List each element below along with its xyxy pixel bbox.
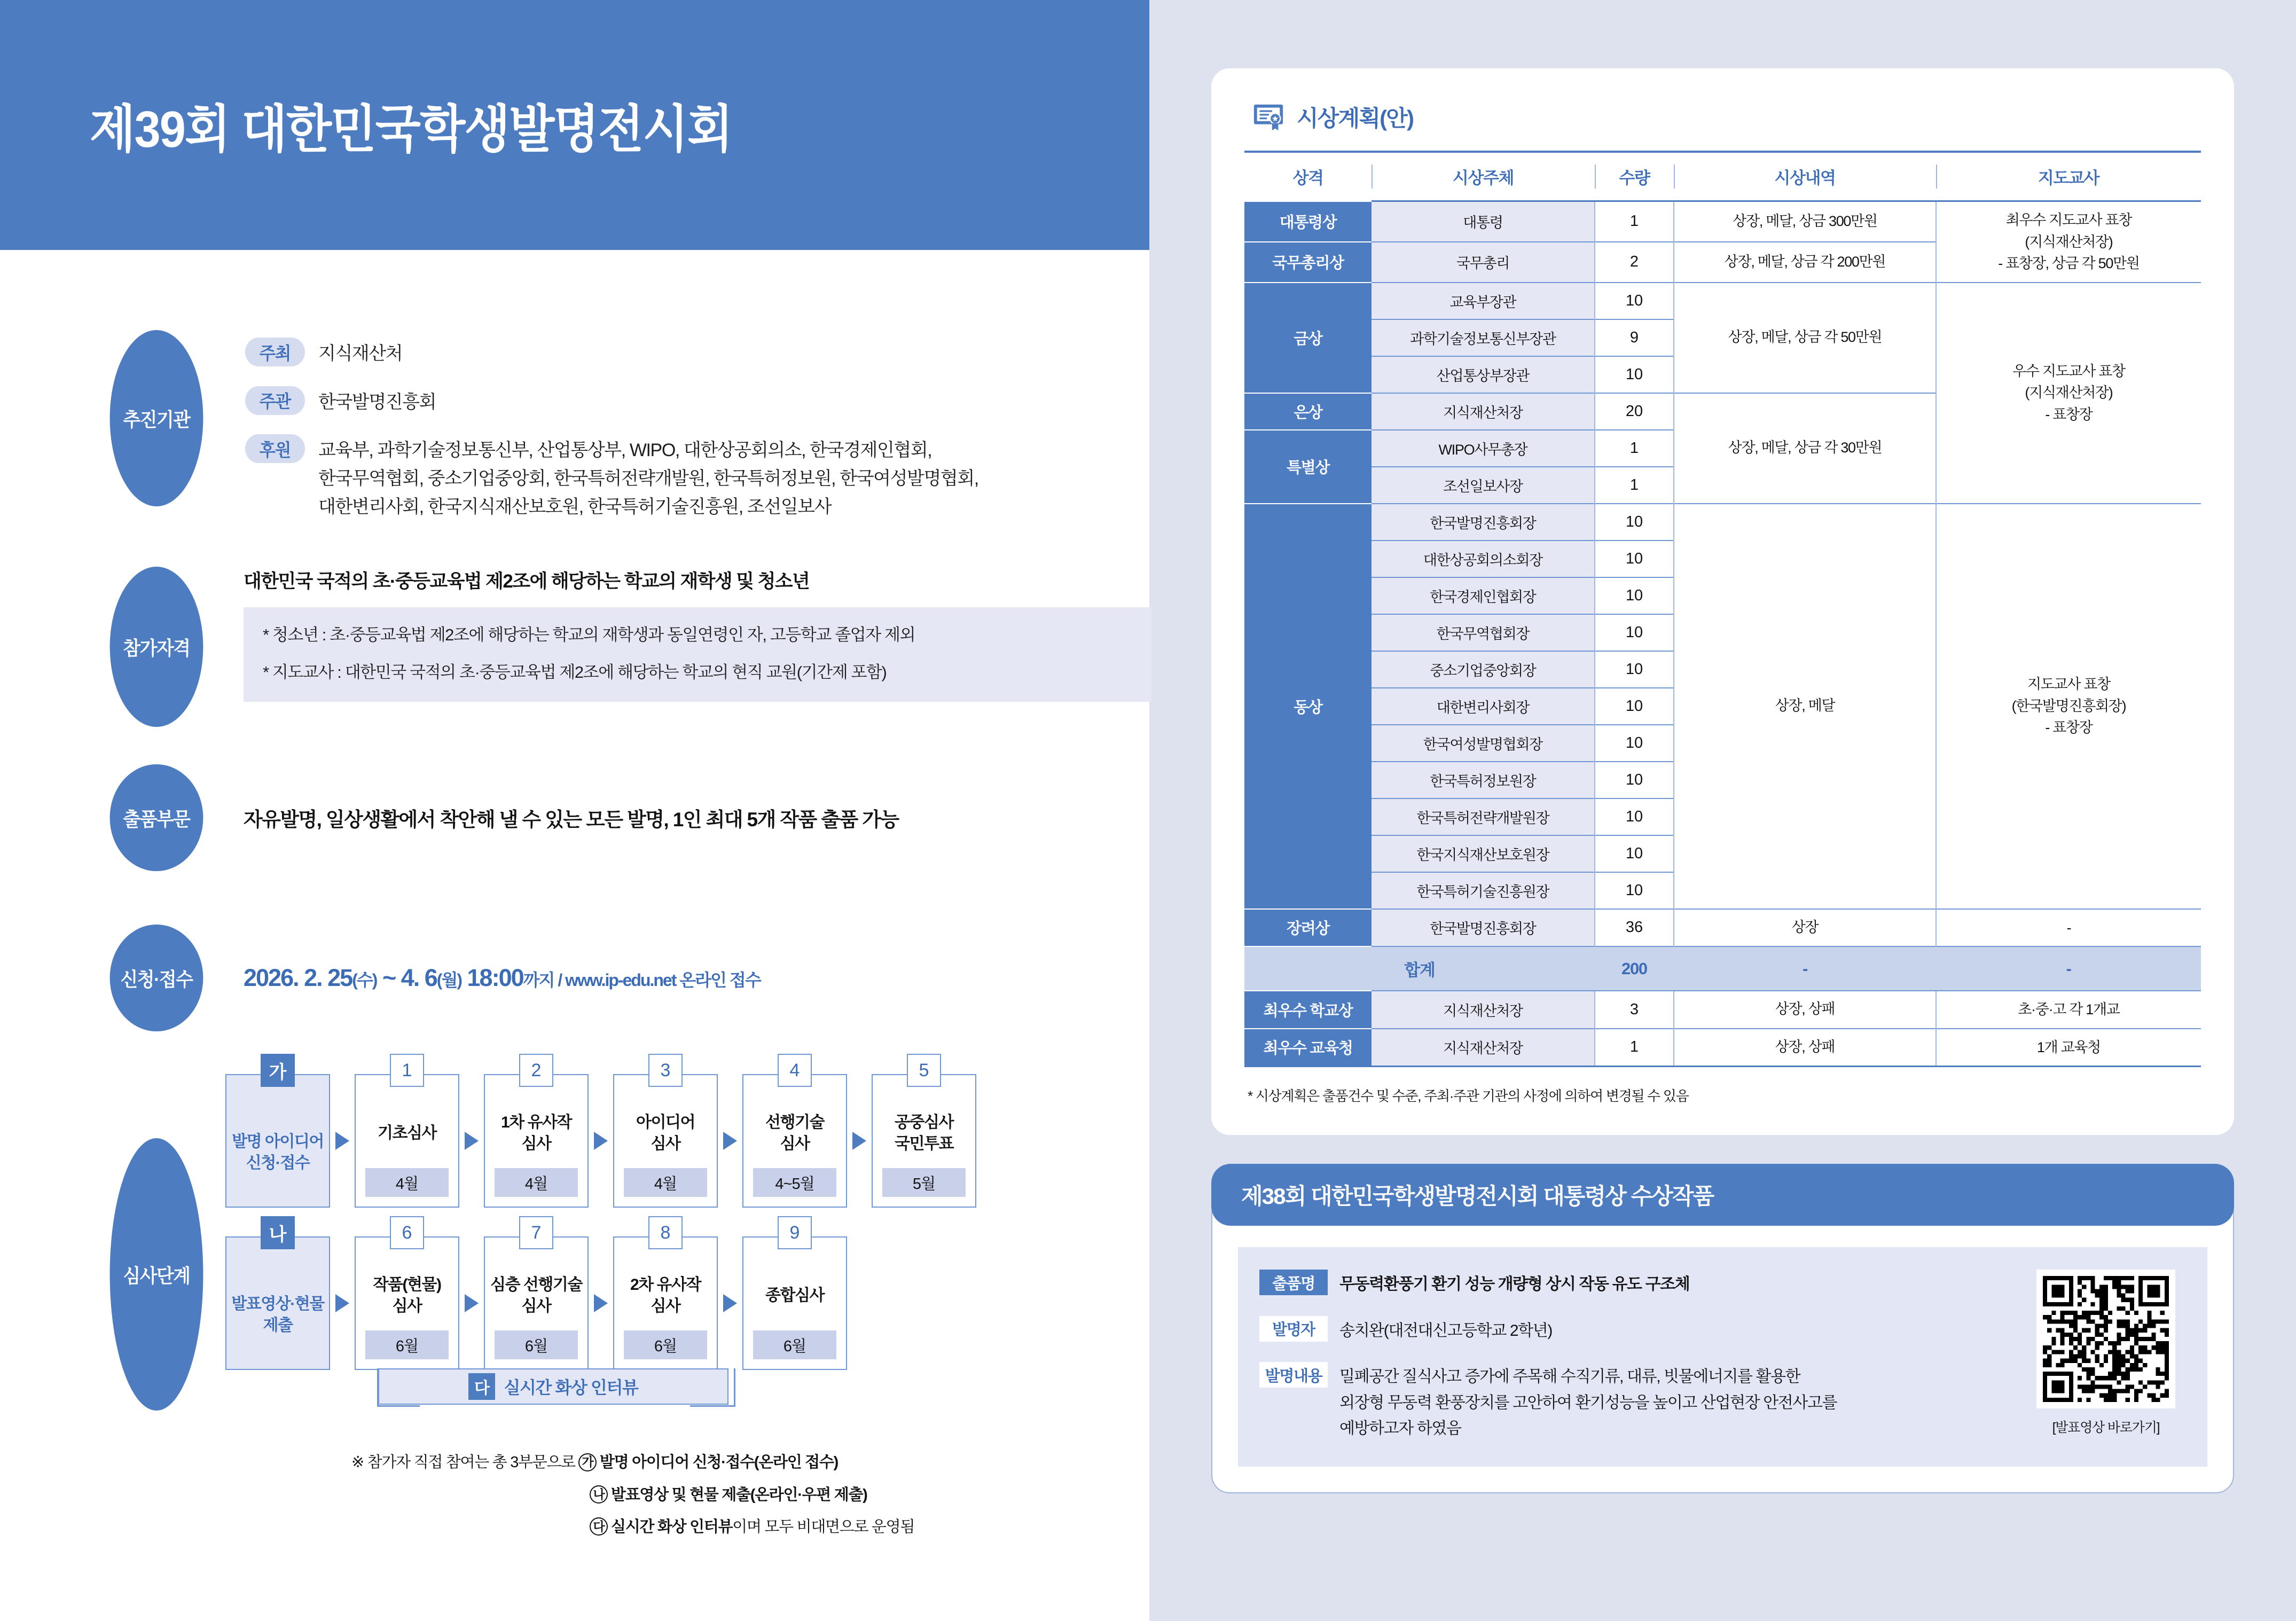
footnote-bold: 실시간 화상 인터뷰 (611, 1518, 733, 1536)
organization-row (244, 386, 1149, 417)
table-row-total (1244, 946, 2201, 991)
flow-arrow-icon (718, 1074, 742, 1208)
judging-stage-month: 5월 (882, 1168, 966, 1197)
table-row (1244, 991, 2201, 1029)
cell-subject: 국무총리 (1372, 242, 1595, 283)
interview-box (378, 1368, 728, 1405)
cell-subject: 대한상공회의소회장 (1372, 541, 1595, 577)
judging-stage-box (484, 1060, 589, 1208)
cell-grade: 특별상 (1244, 430, 1372, 504)
cell-teacher: 우수 지도교사 표창 (지식재산처장) - 표창장 (1936, 283, 2201, 504)
section-label-eligibility: 참가자격 (110, 567, 203, 727)
judging-stage-row-2 (225, 1222, 1149, 1370)
judging-stage-box (355, 1222, 459, 1370)
cell-subject: 대통령 (1372, 201, 1595, 242)
judging-stage-label: 작품(현물) 심사 (373, 1275, 441, 1315)
qr-code-icon[interactable] (2036, 1270, 2175, 1408)
judging-stage-label: 2차 유사작 심사 (630, 1275, 701, 1315)
judging-stage-label: 발명 아이디어 신청·접수 (232, 1132, 324, 1172)
cell-total-teacher: - (1936, 946, 2201, 991)
section-organizations (0, 330, 1149, 539)
judging-stage-label: 1차 유사작 심사 (501, 1113, 571, 1153)
awards-title: 시상계획(안) (1297, 106, 1414, 131)
judging-stage-month: 4~5월 (753, 1168, 836, 1197)
cell-quantity: 1 (1595, 467, 1674, 504)
column-header-teacher: 지도교사 (1936, 152, 2201, 201)
awards-note: * 시상계획은 출품건수 및 수준, 주최·주관 기관의 사정에 의하여 변경될 수 있음 (1248, 1088, 1689, 1104)
application-time: 18:00 (461, 964, 523, 992)
cell-quantity: 2 (1595, 242, 1674, 283)
judging-stage-tag: 가 (261, 1054, 295, 1087)
cell-quantity: 1 (1595, 430, 1674, 467)
cell-subject: 지식재산처장 (1372, 393, 1595, 430)
section-label-entry-category: 출품부문 (110, 764, 203, 871)
table-row (1244, 201, 2201, 242)
column-header-subject: 시상주체 (1372, 152, 1595, 201)
cell-teacher: 초·중·고 각 1개교 (1936, 991, 2201, 1029)
cell-detail: 상장, 메달 (1674, 504, 1936, 909)
badge-host: 주최 (245, 338, 305, 366)
judging-stage-box (225, 1062, 330, 1208)
eligibility-notes-box (244, 607, 1151, 702)
previous-winner-title: 제38회 대한민국학생발명전시회 대통령상 수상작품 (1241, 1184, 1714, 1209)
footnote-circle-tag: 나 (590, 1485, 608, 1503)
organization-row (244, 338, 1149, 368)
judging-stage-box (613, 1222, 718, 1370)
judging-stage-label: 발표영상·현물 제출 (231, 1295, 324, 1335)
application-day-start: (수) (352, 970, 377, 990)
cell-subject: 한국특허기술진흥원장 (1372, 872, 1595, 909)
judging-stage-tag: 8 (648, 1216, 683, 1249)
flow-arrow-icon (589, 1236, 613, 1370)
judging-stage (484, 1222, 589, 1370)
table-row (1244, 504, 2201, 541)
cell-grade: 대통령상 (1244, 201, 1372, 242)
cell-quantity: 10 (1595, 872, 1674, 909)
badge-sponsor: 후원 (245, 434, 305, 463)
application-tilde: ~ (377, 964, 401, 992)
previous-winner-inner (1238, 1247, 2207, 1467)
winner-field-value: 송치완(대전대신고등학교 2학년) (1339, 1321, 1552, 1340)
footnote-circle-tag: 가 (578, 1453, 597, 1471)
flow-arrow-icon (459, 1074, 484, 1208)
cell-detail: 상장 (1674, 909, 1936, 947)
judging-stage-tag: 4 (778, 1054, 812, 1087)
judging-flowchart (206, 1060, 1149, 1549)
cell-quantity: 10 (1595, 541, 1674, 577)
cell-teacher: 최우수 지도교사 표창 (지식재산처장) - 표창장, 상금 각 50만원 (1936, 201, 2201, 283)
cell-subject: 교육부장관 (1372, 283, 1595, 319)
application-suffix: 까지 / www.ip-edu.net 온라인 접수 (523, 970, 761, 990)
winner-field-row (1259, 1316, 2011, 1344)
judging-stage-label: 기초심사 (378, 1124, 436, 1142)
previous-winner-section (1211, 1164, 2234, 1493)
cell-quantity: 10 (1595, 651, 1674, 688)
organizations-rows (206, 330, 1149, 539)
cell-subject: 한국여성발명협회장 (1372, 725, 1595, 762)
previous-winner-body (1211, 1195, 2234, 1493)
judging-footnote (351, 1485, 1149, 1506)
winner-field-label: 출품명 (1259, 1270, 1328, 1295)
column-header-qty: 수량 (1595, 152, 1674, 201)
judging-stage (742, 1222, 847, 1370)
judging-stage-box (225, 1224, 330, 1370)
footnote-prefix: ※ 참가자 직접 참여는 총 3부문으로 (351, 1454, 575, 1471)
awards-card-header (1244, 100, 2201, 134)
table-row (1244, 1029, 2201, 1067)
section-application (0, 925, 1149, 1031)
cell-teacher: - (1936, 909, 2201, 947)
judging-stage-month: 6월 (624, 1330, 707, 1359)
footnote-tail: 이며 모두 비대면으로 운영됨 (732, 1518, 915, 1536)
previous-winner-fields (1259, 1270, 2011, 1442)
judging-stage (355, 1222, 459, 1370)
application-date-end: 4. 6 (401, 964, 437, 992)
winner-field-label: 발명자 (1259, 1316, 1328, 1342)
winner-field-value: 밀폐공간 질식사고 증가에 주목해 수직기류, 대류, 빗물에너지를 활용한 외장형 무동력 환풍장치를 고안하여 환기성능을 높이고 산업현장 안전사고를 예방하고자 하였음 (1339, 1368, 1837, 1438)
judging-stage (225, 1062, 330, 1208)
judging-stage-tag: 1 (390, 1054, 424, 1087)
judging-footnote (351, 1517, 1149, 1538)
cell-quantity: 3 (1595, 991, 1674, 1029)
cell-subject: 한국무역협회장 (1372, 614, 1595, 651)
cell-subject: 대한변리사회장 (1372, 688, 1595, 725)
cell-quantity: 20 (1595, 393, 1674, 430)
cell-subject: 한국발명진흥회장 (1372, 909, 1595, 947)
eligibility-body (206, 567, 1151, 727)
section-label-organizations: 추진기관 (110, 330, 203, 506)
judging-stage-box (484, 1222, 589, 1370)
cell-quantity: 10 (1595, 725, 1674, 762)
flow-arrow-icon (459, 1236, 484, 1370)
flow-arrow-icon (330, 1236, 355, 1370)
judging-footnotes (225, 1453, 1149, 1538)
judging-stage-month: 6월 (365, 1330, 449, 1359)
cell-quantity: 10 (1595, 688, 1674, 725)
cell-quantity: 1 (1595, 1029, 1674, 1067)
interview-connector (225, 1368, 883, 1426)
host-value: 지식재산처 (318, 343, 403, 364)
judging-stage-month: 4월 (365, 1168, 449, 1197)
awards-table-header-row (1244, 152, 2201, 201)
cell-subject: 한국발명진흥회장 (1372, 504, 1595, 541)
awards-table (1244, 151, 2201, 1067)
judging-stage (484, 1060, 589, 1208)
cell-quantity: 10 (1595, 614, 1674, 651)
cell-quantity: 10 (1595, 762, 1674, 798)
cell-detail: 상장, 메달, 상금 각 30만원 (1674, 393, 1936, 504)
judging-stage (355, 1060, 459, 1208)
cell-subject: 지식재산처장 (1372, 1029, 1595, 1067)
section-label-application: 신청·접수 (110, 925, 203, 1031)
cell-quantity: 9 (1595, 319, 1674, 356)
judging-stage-label: 심층 선행기술 심사 (490, 1275, 582, 1315)
cell-quantity: 10 (1595, 283, 1674, 319)
judging-footnote (351, 1453, 1149, 1473)
left-body (0, 330, 1149, 1549)
awards-table-body (1244, 201, 2201, 1067)
application-day-end: (월) (436, 970, 462, 990)
interview-label: 실시간 화상 인터뷰 (504, 1378, 638, 1398)
column-header-grade: 상격 (1244, 152, 1372, 201)
judging-stage-tag: 6 (390, 1216, 424, 1249)
cell-subject: 한국지식재산보호원장 (1372, 835, 1595, 872)
cell-subject: 과학기술정보통신부장관 (1372, 319, 1595, 356)
table-row (1244, 909, 2201, 947)
winner-field-label: 발명내용 (1259, 1362, 1328, 1388)
previous-winner-header (1211, 1164, 2234, 1226)
qr-column (2026, 1270, 2186, 1442)
cell-detail: 상장, 메달, 상금 각 50만원 (1674, 283, 1936, 393)
cell-subject: 한국특허정보원장 (1372, 762, 1595, 798)
awards-card (1211, 68, 2234, 1135)
table-row (1244, 283, 2201, 319)
badge-organizer: 주관 (245, 386, 305, 415)
judging-stage-label: 선행기술 심사 (765, 1113, 824, 1153)
flow-arrow-icon (589, 1074, 613, 1208)
eligibility-note: * 청소년 : 초·중등교육법 제2조에 해당하는 학교의 재학생과 동일연령인 자, 고등학교 졸업자 제외 (263, 625, 915, 645)
flow-arrow-icon (718, 1236, 742, 1370)
judging-stage-tag: 3 (648, 1054, 683, 1087)
cell-detail: 상장, 메달, 상금 300만원 (1674, 201, 1936, 242)
hero-banner (0, 0, 1149, 250)
cell-total-quantity: 200 (1595, 946, 1674, 991)
flow-arrow-icon (330, 1074, 355, 1208)
judging-stage-tag: 2 (519, 1054, 553, 1087)
cell-grade: 최우수 학교상 (1244, 991, 1372, 1029)
section-entry-category (0, 764, 1149, 871)
judging-stage-month: 4월 (495, 1168, 578, 1197)
judging-stage-label: 종합심사 (765, 1287, 824, 1305)
cell-quantity: 36 (1595, 909, 1674, 947)
cell-grade: 금상 (1244, 283, 1372, 393)
judging-stage-box (613, 1060, 718, 1208)
judging-stage-box (742, 1060, 847, 1208)
application-period (206, 964, 1149, 992)
cell-subject: 조선일보사장 (1372, 467, 1595, 504)
interview-tag: 다 (468, 1373, 495, 1400)
judging-stage (872, 1060, 976, 1208)
cell-grade: 은상 (1244, 393, 1372, 430)
cell-detail: 상장, 상패 (1674, 1029, 1936, 1067)
qr-caption: [발표영상 바로가기] (2052, 1420, 2160, 1435)
judging-stage (613, 1222, 718, 1370)
cell-quantity: 10 (1595, 835, 1674, 872)
judging-stage-tag: 7 (519, 1216, 553, 1249)
cell-grade: 국무총리상 (1244, 242, 1372, 283)
judging-stage-tag: 9 (778, 1216, 812, 1249)
judging-stage-month: 6월 (495, 1330, 578, 1359)
cell-subject: 중소기업중앙회장 (1372, 651, 1595, 688)
cell-quantity: 10 (1595, 356, 1674, 393)
cell-subject: 한국특허전략개발원장 (1372, 798, 1595, 835)
cell-subject: 지식재산처장 (1372, 991, 1595, 1029)
judging-stage-label: 공중심사 국민투표 (895, 1113, 953, 1153)
cell-quantity: 10 (1595, 798, 1674, 835)
cell-total-label: 합계 (1244, 946, 1595, 991)
judging-stage-row-1 (225, 1060, 1149, 1208)
page-title: 제39회 대한민국학생발명전시회 (90, 100, 732, 158)
winner-field-value: 무동력환풍기 환기 성능 개량형 상시 작동 유도 구조체 (1339, 1275, 1690, 1293)
organizer-value: 한국발명진흥회 (318, 391, 436, 412)
cell-total-detail: - (1674, 946, 1936, 991)
column-header-detail: 시상내역 (1674, 152, 1936, 201)
cell-teacher: 1개 교육청 (1936, 1029, 2201, 1067)
judging-stage (225, 1224, 330, 1370)
judging-stage-box (742, 1222, 847, 1370)
cell-quantity: 10 (1595, 577, 1674, 614)
cell-subject: 산업통상부장관 (1372, 356, 1595, 393)
winner-field-row (1259, 1270, 2011, 1298)
entry-category-value: 자유발명, 일상생활에서 착안해 낼 수 있는 모든 발명, 1인 최대 5개 작품 출품 가능 (244, 809, 899, 831)
footnote-circle-tag: 다 (590, 1517, 608, 1536)
judging-stage (613, 1060, 718, 1208)
cell-detail: 상장, 상패 (1674, 991, 1936, 1029)
cell-quantity: 10 (1595, 504, 1674, 541)
section-label-judging: 심사단계 (110, 1138, 203, 1411)
cell-grade: 동상 (1244, 504, 1372, 909)
eligibility-note: * 지도교사 : 대한민국 국적의 초·중등교육법 제2조에 해당하는 학교의 현직 교원(기간제 포함) (263, 662, 887, 682)
judging-stage-tag: 나 (261, 1216, 295, 1249)
footnote-bold: 발표영상 및 현물 제출(온라인·우편 제출) (611, 1486, 867, 1503)
sponsor-value: 교육부, 과학기술정보통신부, 산업통상부, WIPO, 대한상공회의소, 한국경제인협회, 한국무역협회, 중소기업중앙회, 한국특허전략개발원, 한국특허정보원, 한국여성발명협회, 대한변리사회, 한국지식재산보호원, 한국특허기술진흥원, 조선일보사 (318, 440, 978, 517)
judging-stage-label: 아이디어 심사 (636, 1113, 695, 1153)
section-eligibility (0, 567, 1149, 727)
organization-row (244, 434, 1149, 521)
application-date-start: 2026. 2. 25 (244, 964, 352, 992)
judging-stage-tag: 5 (907, 1054, 941, 1087)
winner-field-row (1259, 1362, 2011, 1442)
judging-stage-month: 4월 (624, 1168, 707, 1197)
cell-subject: 한국경제인협회장 (1372, 577, 1595, 614)
judging-stage (742, 1060, 847, 1208)
certificate-icon (1252, 100, 1285, 134)
flow-arrow-icon (847, 1074, 872, 1208)
cell-grade: 최우수 교육청 (1244, 1029, 1372, 1067)
judging-stage-month: 6월 (753, 1330, 836, 1359)
cell-detail: 상장, 메달, 상금 각 200만원 (1674, 242, 1936, 283)
section-judging (0, 1060, 1149, 1549)
eligibility-headline: 대한민국 국적의 초·중등교육법 제2조에 해당하는 학교의 재학생 및 청소년 (244, 571, 810, 592)
cell-grade: 장려상 (1244, 909, 1372, 947)
cell-teacher: 지도교사 표창 (한국발명진흥회장) - 표창장 (1936, 504, 2201, 909)
judging-stage-box (872, 1060, 976, 1208)
cell-subject: WIPO사무총장 (1372, 430, 1595, 467)
cell-quantity: 1 (1595, 201, 1674, 242)
judging-stage-box (355, 1060, 459, 1208)
footnote-bold: 발명 아이디어 신청·접수(온라인 접수) (599, 1454, 838, 1471)
right-column (1149, 0, 2296, 1621)
